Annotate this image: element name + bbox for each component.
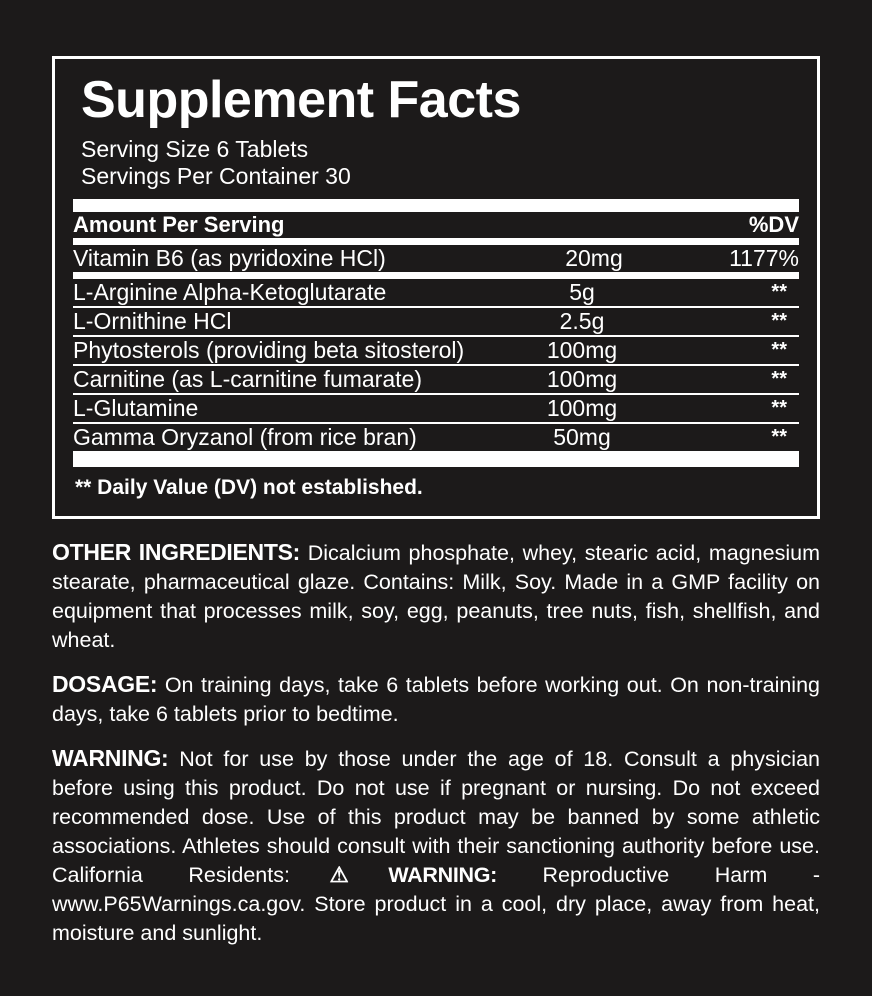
nutrient-dv: ** <box>771 367 787 390</box>
label-page <box>0 56 872 996</box>
label-text-blocks <box>52 537 820 948</box>
nutrient-amount: 100mg <box>546 365 618 392</box>
table-row <box>73 308 799 335</box>
table-row <box>73 337 799 364</box>
nutrient-name: L-Glutamine <box>73 394 199 421</box>
nutrient-amount: 20mg <box>565 244 623 271</box>
nutrient-name: Phytosterols (providing beta sitosterol) <box>73 336 465 363</box>
nutrient-name: Carnitine (as L-carnitine fumarate) <box>73 365 422 392</box>
dosage-text: On training days, take 6 tablets before working out. On non-training days, take 6 tablets prior to bedtime. <box>52 672 820 726</box>
other-ingredients-block <box>52 537 820 655</box>
nutrient-amount: 2.5g <box>559 307 605 334</box>
panel-title: Supplement Facts <box>81 71 521 129</box>
inline-warning-label: WARNING: <box>388 863 497 888</box>
nutrient-dv: ** <box>771 396 787 419</box>
nutrient-dv: 1177% <box>729 244 799 271</box>
table-row <box>73 366 799 393</box>
nutrient-name: Gamma Oryzanol (from rice bran) <box>73 423 417 450</box>
table-row <box>73 395 799 422</box>
facts-table <box>73 212 799 238</box>
other-ingredients-label: OTHER INGREDIENTS: <box>52 538 301 565</box>
nutrient-amount: 100mg <box>546 394 618 421</box>
amount-col-spacer <box>499 212 689 238</box>
warning-triangle-icon: ⚠ <box>289 863 389 888</box>
nutrient-dv: ** <box>771 280 787 303</box>
nutrient-dv: ** <box>771 309 787 332</box>
nutrient-dv: ** <box>771 338 787 361</box>
nutrient-dv: ** <box>771 425 787 448</box>
panel-rule-bottom <box>73 451 799 467</box>
warning-label: WARNING: <box>52 745 169 771</box>
nutrient-name: L-Ornithine HCl <box>73 307 232 334</box>
table-row <box>73 245 799 272</box>
dv-header: %DV <box>748 211 799 237</box>
panel-rule-medium <box>73 238 799 245</box>
warning-text-before: Not for use by those under the age of 18. Consult a physician before using this product. Do not use if pregnant or nursing. Do not exceed recommended dose. Use of this product may be banned by some athletic associations. Athletes should consult with their sanctioning authority before use. California Residents: <box>52 747 820 888</box>
panel-rule-thick-top <box>73 199 799 212</box>
servings-per-container: Servings Per Container 30 <box>81 162 351 189</box>
facts-rows <box>73 245 799 272</box>
warning-block <box>52 743 820 948</box>
nutrient-amount: 5g <box>569 278 595 305</box>
supplement-facts-panel <box>52 56 820 519</box>
panel-rule-medium-2 <box>73 272 799 279</box>
dosage-label: DOSAGE: <box>52 670 158 697</box>
nutrient-amount: 50mg <box>553 423 611 450</box>
facts-header-row <box>73 212 799 238</box>
table-row <box>73 279 799 306</box>
nutrient-name: Vitamin B6 (as pyridoxine HCl) <box>73 244 386 271</box>
table-row <box>73 424 799 451</box>
warning-text-after: Reproductive Harm - www.P65Warnings.ca.gov. Store product in a cool, dry place, away from heat, moisture and sunlight. <box>52 863 820 946</box>
nutrient-amount: 100mg <box>546 336 618 363</box>
daily-value-footnote: ** Daily Value (DV) not established. <box>75 475 423 499</box>
serving-size: Serving Size 6 Tablets <box>81 135 309 162</box>
other-ingredients-text: Dicalcium phosphate, whey, stearic acid, magnesium stearate, pharmaceutical glaze. Contains: Milk, Soy. Made in a GMP facility on equipment that processes milk, soy, egg, peanuts, tree nuts, fish, shellfish, and wheat. <box>52 540 820 652</box>
nutrient-name: L-Arginine Alpha-Ketoglutarate <box>73 278 387 305</box>
facts-rows-2 <box>73 279 799 451</box>
dosage-block <box>52 669 820 729</box>
amount-per-serving-header: Amount Per Serving <box>73 211 285 237</box>
